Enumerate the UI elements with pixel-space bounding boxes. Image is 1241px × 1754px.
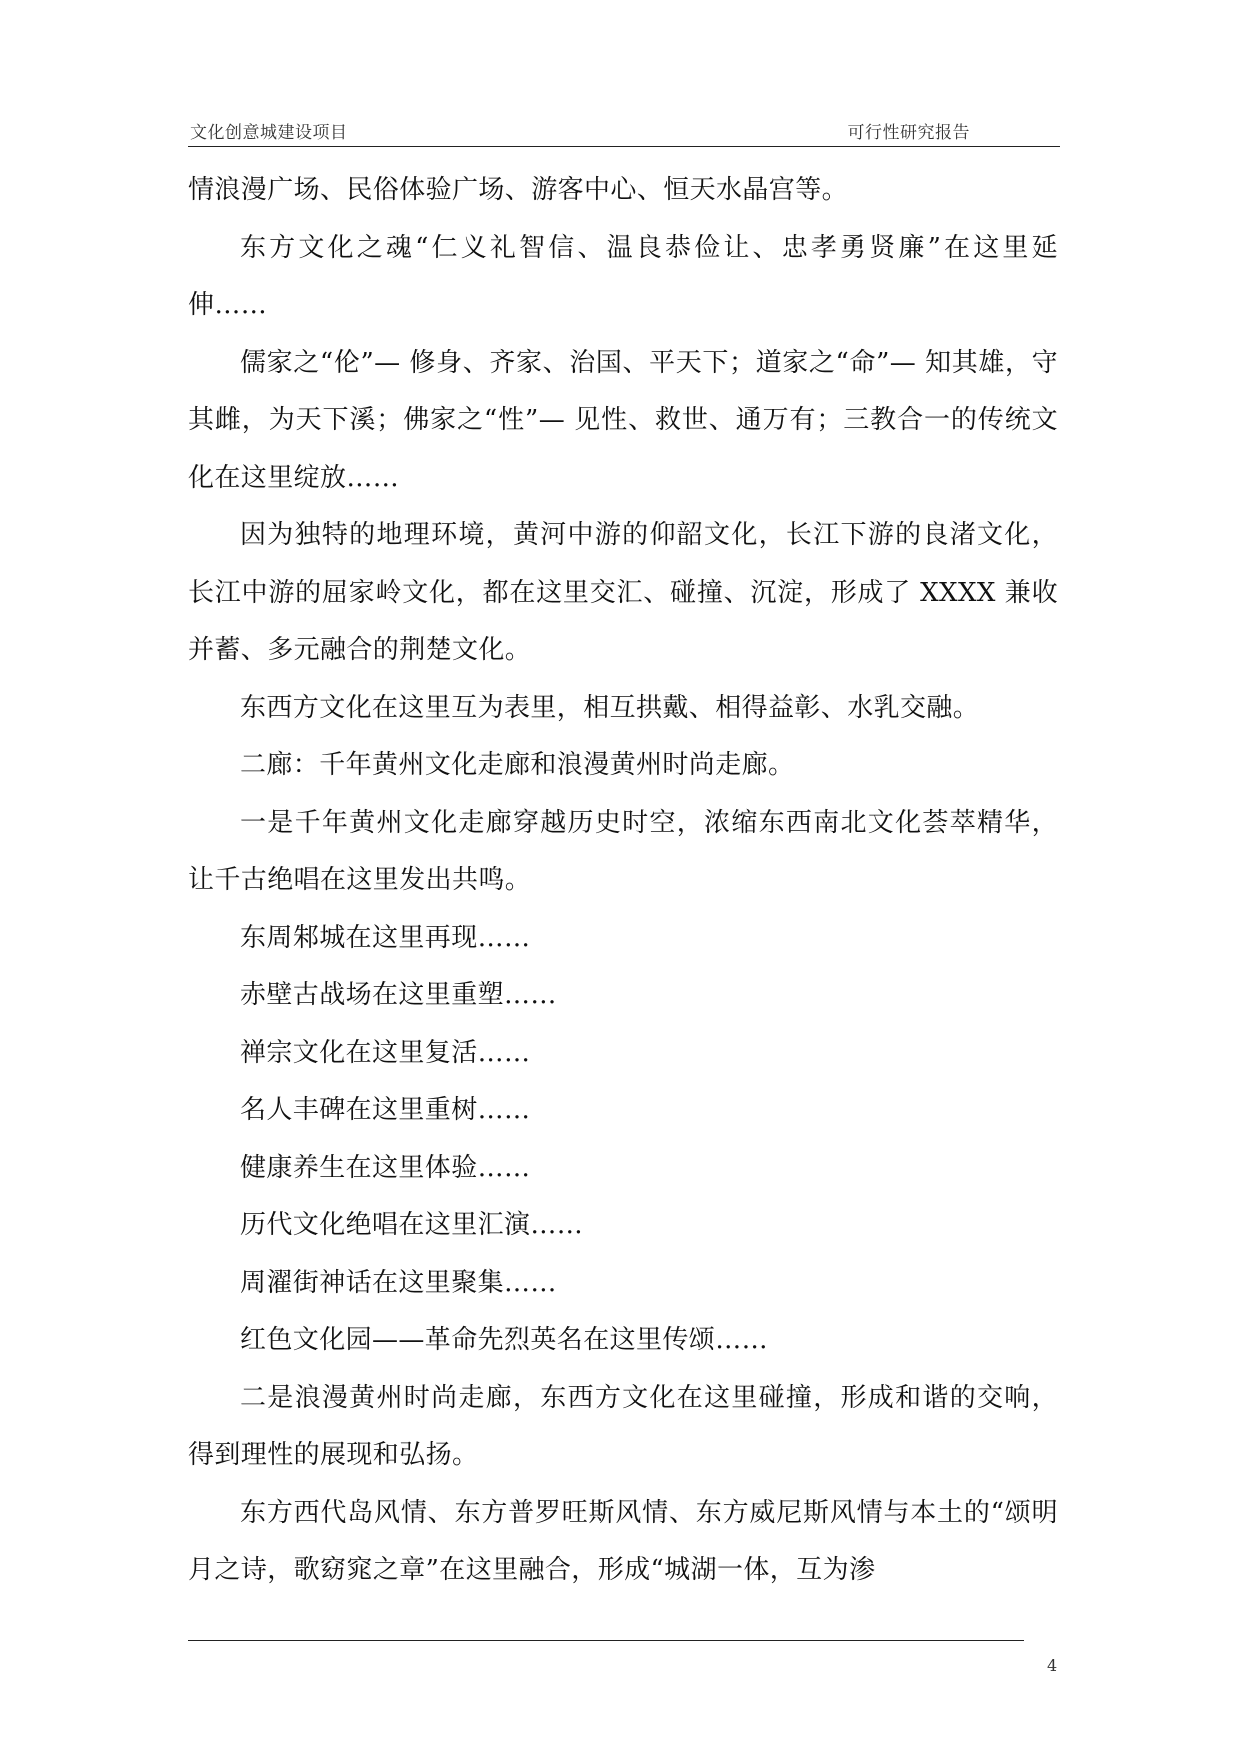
paragraph: 名人丰碑在这里重树…… — [240, 1095, 531, 1125]
body-text — [188, 162, 1058, 1600]
paragraph: 东方文化之魂“仁义礼智信、温良恭俭让、忠孝勇贤廉”在这里延伸…… — [188, 232, 1058, 320]
header-report-type: 可行性研究报告 — [847, 123, 970, 143]
footer-divider — [188, 1640, 1024, 1641]
paragraph: 二是浪漫黄州时尚走廊，东西方文化在这里碰撞，形成和谐的交响，得到理性的展现和弘扬。 — [188, 1382, 1058, 1470]
header-project-title: 文化创意城建设项目 — [190, 123, 348, 143]
paragraph: 一是千年黄州文化走廊穿越历史时空，浓缩东西南北文化荟萃精华，让千古绝唱在这里发出共鸣。 — [188, 807, 1058, 895]
paragraph: 情浪漫广场、民俗体验广场、游客中心、恒天水晶宫等。 — [188, 175, 849, 205]
paragraph: 东周邾城在这里再现…… — [240, 922, 531, 953]
page-header — [188, 116, 1060, 147]
paragraph: 历代文化绝唱在这里汇演…… — [240, 1210, 584, 1240]
paragraph: 红色文化园——革命先烈英名在这里传颂…… — [240, 1325, 769, 1355]
paragraph: 禅宗文化在这里复活…… — [240, 1037, 531, 1068]
paragraph: 赤壁古战场在这里重塑…… — [240, 980, 557, 1010]
paragraph: 健康养生在这里体验…… — [240, 1152, 531, 1183]
paragraph: 儒家之“伦”— 修身、齐家、治国、平天下；道家之“命”— 知其雄，守其雌，为天下溪；佛家之“性”— 见性、救世、通万有；三教合一的传统文化在这里绽放…… — [188, 347, 1058, 493]
paragraph: 因为独特的地理环境，黄河中游的仰韶文化，长江下游的良渚文化，长江中游的屈家岭文化，都在这里交汇、碰撞、沉淀，形成了 XXXX 兼收并蓄、多元融合的荆楚文化。 — [188, 520, 1058, 665]
paragraph: 周濯街神话在这里聚集…… — [240, 1267, 557, 1298]
paragraph: 东方西代岛风情、东方普罗旺斯风情、东方威尼斯风情与本土的“颂明月之诗，歌窈窕之章”在这里融合，形成“城湖一体，互为渗 — [188, 1497, 1058, 1585]
paragraph: 二廊：千年黄州文化走廊和浪漫黄州时尚走廊。 — [240, 750, 795, 780]
paragraph: 东西方文化在这里互为表里，相互拱戴、相得益彰、水乳交融。 — [240, 692, 980, 723]
page-number: 4 — [1047, 1656, 1058, 1675]
